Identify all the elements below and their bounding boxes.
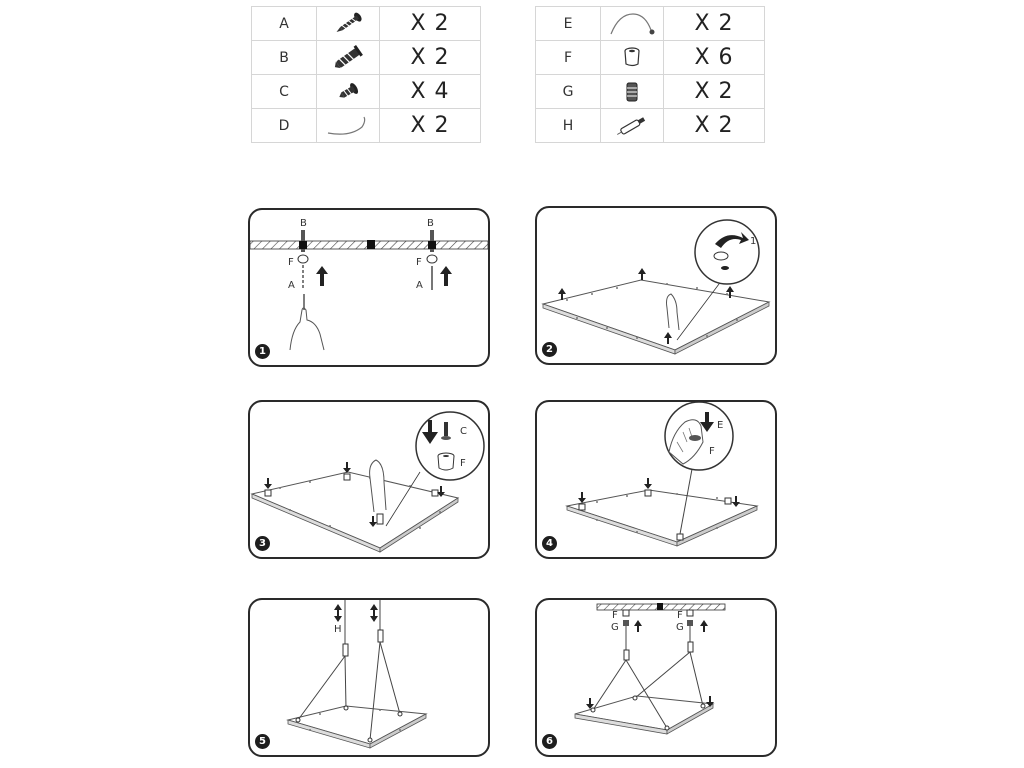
cable [380,642,400,714]
cable [635,652,690,698]
label-f-right: F [677,610,683,621]
step-2-illustration [537,208,775,363]
parts-row-a [252,7,481,41]
parts-table-right [535,6,765,143]
part-letter: B [252,41,317,75]
cable-gripper-icon [612,113,652,139]
part-quantity: X 2 [380,7,481,41]
wire-with-loop-icon [607,10,657,38]
step-2-panel [535,206,777,365]
cable [345,656,346,708]
part-quantity: X 2 [664,109,765,143]
label-b-right: B [427,218,434,229]
part-quantity: X 2 [664,7,765,41]
label-f: F [460,458,466,469]
arrow-up [638,268,646,280]
light-panel [575,696,713,730]
part-letter: E [536,7,601,41]
step-1-panel [248,208,490,367]
label-a-right: A [416,280,423,291]
part-quantity: X 4 [380,75,481,109]
cap-cup-icon [617,45,647,71]
step-5-illustration [250,600,488,755]
parts-row-b [252,41,481,75]
parts-row-g [536,75,765,109]
label-g-left: G [611,622,619,633]
label-f-right: F [416,257,422,268]
arrow-up-left [316,266,328,286]
step-5-panel [248,598,490,757]
label-f-left: F [288,257,294,268]
step-number-badge: 5 [255,734,270,749]
step-6-panel [535,598,777,757]
threaded-gripper-icon [617,79,647,105]
label-f: F [709,446,715,457]
label-a-left: A [288,280,295,291]
cable [690,652,703,706]
step-number-badge: 3 [255,536,270,551]
adjust-arrow [334,604,342,622]
detail-zoom-circle [695,220,759,284]
svg-text:1: 1 [750,236,757,247]
step-number-badge: 4 [542,536,557,551]
parts-row-h [536,109,765,143]
arrow-down [264,478,272,489]
arrow-up-right [440,266,452,286]
part-quantity: X 6 [664,41,765,75]
label-f-left: F [612,610,618,621]
parts-table-left [251,6,481,143]
step-1-illustration [250,210,488,365]
label-b-left: B [300,218,307,229]
step-number-badge: 6 [542,734,557,749]
cap-f-right [427,255,437,263]
label-g-right: G [676,622,684,633]
cap-f-left [298,255,308,263]
parts-row-e [536,7,765,41]
step-3-panel [248,400,490,559]
parts-row-c [252,75,481,109]
part-letter: G [536,75,601,109]
cap-f-detail [438,453,454,470]
part-letter: H [536,109,601,143]
step-number-badge: 1 [255,344,270,359]
hand [290,308,324,350]
wire-cable-icon [324,113,372,139]
arrow-up [634,620,642,632]
part-quantity: X 2 [380,109,481,143]
parts-row-f [536,41,765,75]
gripper-h-right [378,630,383,642]
short-screw-icon [328,80,368,104]
part-letter: F [536,41,601,75]
gripper-h-left [343,644,348,656]
step-number-badge: 2 [542,342,557,357]
step-4-illustration [537,402,775,557]
part-letter: D [252,109,317,143]
arrow-down [343,462,351,473]
step-4-panel [535,400,777,559]
light-panel [543,280,769,350]
step-6-illustration [537,600,775,755]
arrow-up [700,620,708,632]
arrow-down [644,478,652,489]
parts-row-d [252,109,481,143]
part-quantity: X 2 [380,41,481,75]
arrow-down [578,492,586,503]
arrow-down [586,698,594,709]
label-e: E [717,420,724,431]
adjust-arrow [370,604,378,622]
step-3-illustration [250,402,488,557]
wall-anchor-icon [328,44,368,72]
label-c: C [460,426,467,437]
part-letter: A [252,7,317,41]
label-h: H [334,624,342,635]
part-quantity: X 2 [664,75,765,109]
part-letter: C [252,75,317,109]
screw-icon [328,11,368,37]
